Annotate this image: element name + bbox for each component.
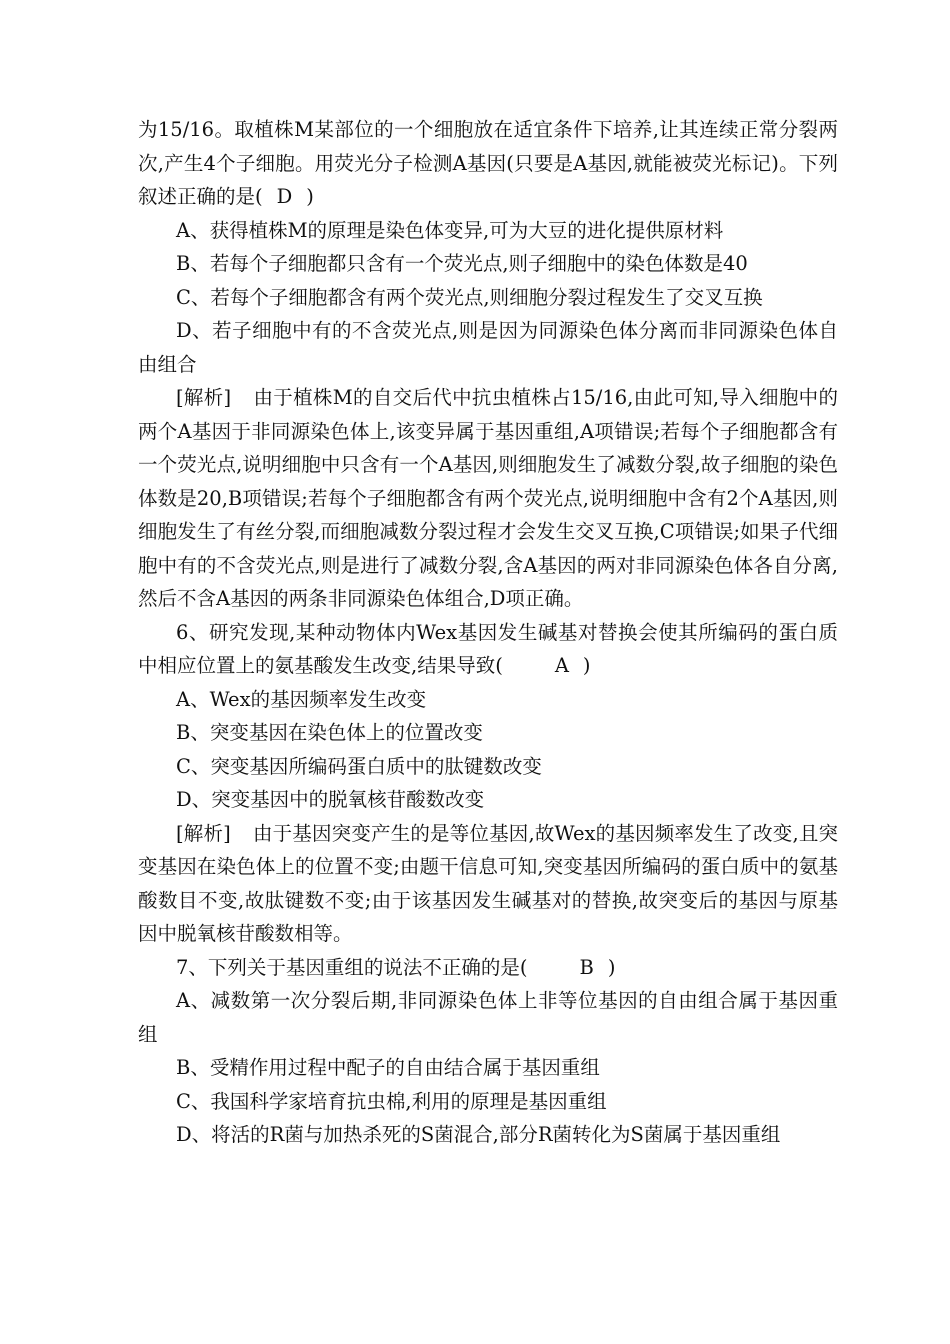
question-7-answer: B (579, 955, 594, 979)
question-6-option-c: C、突变基因所编码蛋白质中的肽键数改变 (176, 754, 542, 778)
question-6-answer: A (554, 654, 569, 677)
question-7-stem (138, 951, 838, 985)
question-5-stem-close: ) (306, 185, 314, 208)
question-7-option-d: D、将活的R菌与加热杀死的S菌混合,部分R菌转化为S菌属于基因重组 (176, 1123, 781, 1146)
question-6-stem-close: ) (582, 654, 591, 677)
question-7-option-c: C、我国科学家培育抗虫棉,利用的原理是基因重组 (176, 1089, 607, 1113)
question-6-option-a: A、Wex的基因频率发生改变 (176, 687, 427, 711)
question-5-option-a: A、获得植株M的原理是染色体变异,可为大豆的进化提供原材料 (176, 218, 724, 242)
question-7-stem-close: ) (607, 955, 616, 979)
analysis-label: [解析] (176, 821, 231, 845)
question-7-option-b: B、受精作用过程中配子的自由结合属于基因重组 (176, 1056, 600, 1079)
question-7-option-a: A、减数第一次分裂后期,非同源染色体上非等位基因的自由组合属于基因重组 (138, 989, 838, 1046)
question-6-analysis (138, 817, 838, 951)
question-5-stem-text: 为15/16。取植株M某部位的一个细胞放在适宜条件下培养,让其连续正常分裂两次,产生4个子细胞。用荧光分子检测A基因(只要是A基因,就能被荧光标记)。下列叙述正确的是( (138, 118, 838, 208)
question-5-option-b: B、若每个子细胞都只含有一个荧光点,则子细胞中的染色体数是40 (176, 252, 748, 275)
question-6-option-b: B、突变基因在染色体上的位置改变 (176, 721, 483, 744)
question-5-answer: D (276, 185, 293, 208)
document-page (138, 113, 838, 1152)
question-5-analysis (138, 381, 838, 616)
analysis-text: 由于植株M的自交后代中抗虫植株占15/16,由此可知,导入细胞中的两个A基因于非同源染色体上,该变异属于基因重组,A项错误;若每个子细胞都含有一个荧光点,说明细胞中只含有一个A基因,则细胞发生了减数分裂,故子细胞的染色体数是20,B项错误;若每个子细胞都含有两个荧光点,说明细胞中含有2个A基因,则细胞发生了有丝分裂,而细胞减数分裂过程才会发生交叉互换,C项错误;如果子代细胞中有的不含荧光点,则是进行了减数分裂,含A基因的两对非同源染色体各自分离,然后不含A基因的两条非同源染色体组合,D项正确。 (138, 386, 838, 610)
analysis-text: 由于基因突变产生的是等位基因,故Wex的基因频率发生了改变,且突变基因在染色体上的位置不变;由题干信息可知,突变基因所编码的蛋白质中的氨基酸数目不变,故肽键数不变;由于该基因发生碱基对的替换,故突变后的基因与原基因中脱氧核苷酸数相等。 (138, 821, 839, 945)
question-5-option-d: D、若子细胞中有的不含荧光点,则是因为同源染色体分离而非同源染色体自由组合 (138, 319, 838, 376)
question-5-option-c: C、若每个子细胞都含有两个荧光点,则细胞分裂过程发生了交叉互换 (176, 285, 763, 309)
question-6-option-d: D、突变基因中的脱氧核苷酸数改变 (176, 788, 485, 811)
question-5-stem (138, 113, 838, 214)
question-6-stem (138, 616, 838, 683)
analysis-label: [解析] (176, 386, 232, 409)
question-7-stem-text: 7、下列关于基因重组的说法不正确的是( (176, 955, 528, 979)
question-6-stem-text: 6、研究发现,某种动物体内Wex基因发生碱基对替换会使其所编码的蛋白质中相应位置上的氨基酸发生改变,结果导致( (138, 620, 838, 677)
